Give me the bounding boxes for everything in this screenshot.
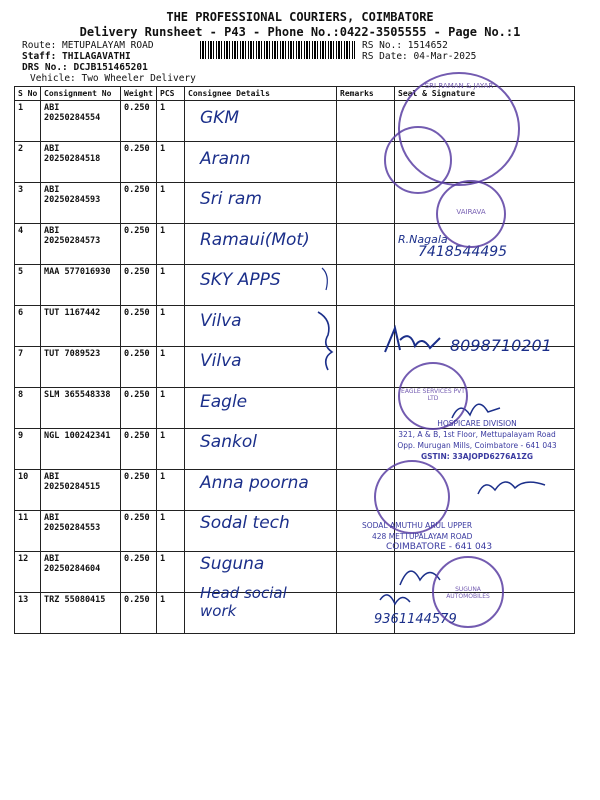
cell-consignment: ABI 20250284593: [41, 183, 121, 224]
cell-consignment: ABI 20250284553: [41, 511, 121, 552]
cell-consignment: TUT 7089523: [41, 347, 121, 388]
cell-sno: 2: [15, 142, 41, 183]
phone-note-2: 8098710201: [450, 336, 552, 355]
cell-weight: 0.250: [121, 347, 157, 388]
remarks-cell: [337, 265, 395, 306]
cell-pcs: 1: [157, 470, 185, 511]
handwritten-consignee: Sodal tech: [200, 513, 290, 533]
remarks-cell: [337, 224, 395, 265]
handwritten-consignee: Sri ram: [200, 189, 262, 209]
cell-consignment: TRZ 55080415: [41, 593, 121, 634]
cell-pcs: 1: [157, 265, 185, 306]
cell-sno: 4: [15, 224, 41, 265]
cell-weight: 0.250: [121, 101, 157, 142]
cell-weight: 0.250: [121, 388, 157, 429]
col-remarks: Remarks: [337, 87, 395, 101]
cell-sno: 8: [15, 388, 41, 429]
cell-sno: 13: [15, 593, 41, 634]
barcode: [200, 41, 355, 59]
cell-pcs: 1: [157, 511, 185, 552]
cell-weight: 0.250: [121, 470, 157, 511]
signer-name: R.Nagala: [398, 233, 448, 246]
cell-weight: 0.250: [121, 183, 157, 224]
cell-weight: 0.250: [121, 142, 157, 183]
cell-sno: 3: [15, 183, 41, 224]
remarks-cell: [337, 388, 395, 429]
handwritten-consignee: Anna poorna: [200, 472, 309, 493]
cell-weight: 0.250: [121, 306, 157, 347]
handwritten-consignee: GKM: [200, 108, 239, 128]
round-stamp-c: VAIRAVA: [436, 180, 506, 248]
col-sno: S No: [15, 87, 41, 101]
cell-weight: 0.250: [121, 429, 157, 470]
remarks-cell: [337, 183, 395, 224]
cell-weight: 0.250: [121, 224, 157, 265]
seal-cell: [395, 265, 575, 306]
cell-pcs: 1: [157, 552, 185, 593]
cell-sno: 10: [15, 470, 41, 511]
cell-pcs: 1: [157, 183, 185, 224]
round-stamp-a: SRI RAMAN & JAYAR: [398, 72, 520, 186]
rs-date: RS Date: 04-Mar-2025: [362, 51, 477, 62]
cell-consignment: ABI 20250284515: [41, 470, 121, 511]
cell-sno: 12: [15, 552, 41, 593]
staff-label: Staff: THILAGAVATHI: [22, 51, 131, 62]
handwritten-consignee: Vilva: [200, 351, 242, 371]
cell-weight: 0.250: [121, 265, 157, 306]
phone-note-1: 7418544495: [418, 244, 508, 260]
cell-pcs: 1: [157, 593, 185, 634]
runsheet-subtitle: Delivery Runsheet - P43 - Phone No.:0422-3505555 - Page No.:1: [79, 25, 521, 39]
handwritten-consignee: Ramaui(Mot): [200, 229, 310, 250]
cell-weight: 0.250: [121, 552, 157, 593]
remarks-cell: [337, 347, 395, 388]
cell-sno: 9: [15, 429, 41, 470]
handwritten-consignee: SKY APPS: [200, 270, 281, 290]
cell-weight: 0.250: [121, 511, 157, 552]
handwritten-consignee: Head social work: [200, 584, 287, 620]
cell-pcs: 1: [157, 347, 185, 388]
remarks-cell: [337, 101, 395, 142]
cell-consignment: ABI 20250284554: [41, 101, 121, 142]
cell-weight: 0.250: [121, 593, 157, 634]
cell-consignment: SLM 365548338: [41, 388, 121, 429]
route-label: Route: METUPALAYAM ROAD: [22, 40, 154, 51]
cell-consignment: ABI 20250284573: [41, 224, 121, 265]
cell-pcs: 1: [157, 224, 185, 265]
cell-sno: 11: [15, 511, 41, 552]
sodal-stamp: SODAL AMUTHU ARUL UPPER 428 METTUPALAYAM ROAD COIMBATORE - 641 043: [362, 521, 493, 552]
handwritten-consignee: Arann: [200, 148, 251, 169]
company-title: THE PROFESSIONAL COURIERS, COIMBATORE: [166, 10, 434, 24]
col-pcs: PCS: [157, 87, 185, 101]
col-seal: Seal & Signature: [395, 87, 575, 101]
remarks-cell: [337, 429, 395, 470]
remarks-cell: [337, 552, 395, 593]
phone-note-3: 9361144579: [374, 612, 457, 627]
remarks-cell: [337, 306, 395, 347]
handwritten-consignee: Eagle: [200, 391, 248, 412]
cell-sno: 5: [15, 265, 41, 306]
handwritten-consignee: Vilva: [200, 310, 242, 331]
table-row: [15, 265, 575, 306]
cell-pcs: 1: [157, 101, 185, 142]
cell-pcs: 1: [157, 388, 185, 429]
col-consignment: Consignment No: [41, 87, 121, 101]
col-consignee: Consignee Details: [185, 87, 337, 101]
cell-sno: 1: [15, 101, 41, 142]
handwritten-consignee: Suguna: [200, 553, 265, 574]
handwritten-consignee: Sankol: [200, 432, 257, 452]
cell-consignment: ABI 20250284518: [41, 142, 121, 183]
drs-label: DRS No.: DCJB151465201: [22, 62, 148, 73]
cell-consignment: ABI 20250284604: [41, 552, 121, 593]
rs-number: RS No.: 1514652: [362, 40, 448, 51]
hospicare-stamp: HOSPICARE DIVISION 321, A & B, 1st Floor, Mettupalayam Road Opp. Murugan Mills, Coimbatore - 641 043 GSTIN: 33AJOPD6276A1ZG: [397, 419, 557, 461]
cell-pcs: 1: [157, 142, 185, 183]
col-weight: Weight: [121, 87, 157, 101]
cell-pcs: 1: [157, 306, 185, 347]
cell-consignment: NGL 100242341: [41, 429, 121, 470]
round-stamp-eagle: EAGLE SERVICES PVT LTD: [398, 362, 468, 430]
cell-pcs: 1: [157, 429, 185, 470]
cell-consignment: MAA 577016930: [41, 265, 121, 306]
round-stamp-suguna: SUGUNA AUTOMOBILES: [432, 556, 504, 628]
vehicle-label: Vehicle: Two Wheeler Delivery: [30, 73, 196, 84]
cell-consignment: TUT 1167442: [41, 306, 121, 347]
cell-sno: 6: [15, 306, 41, 347]
round-stamp-b: [384, 126, 452, 194]
cell-sno: 7: [15, 347, 41, 388]
